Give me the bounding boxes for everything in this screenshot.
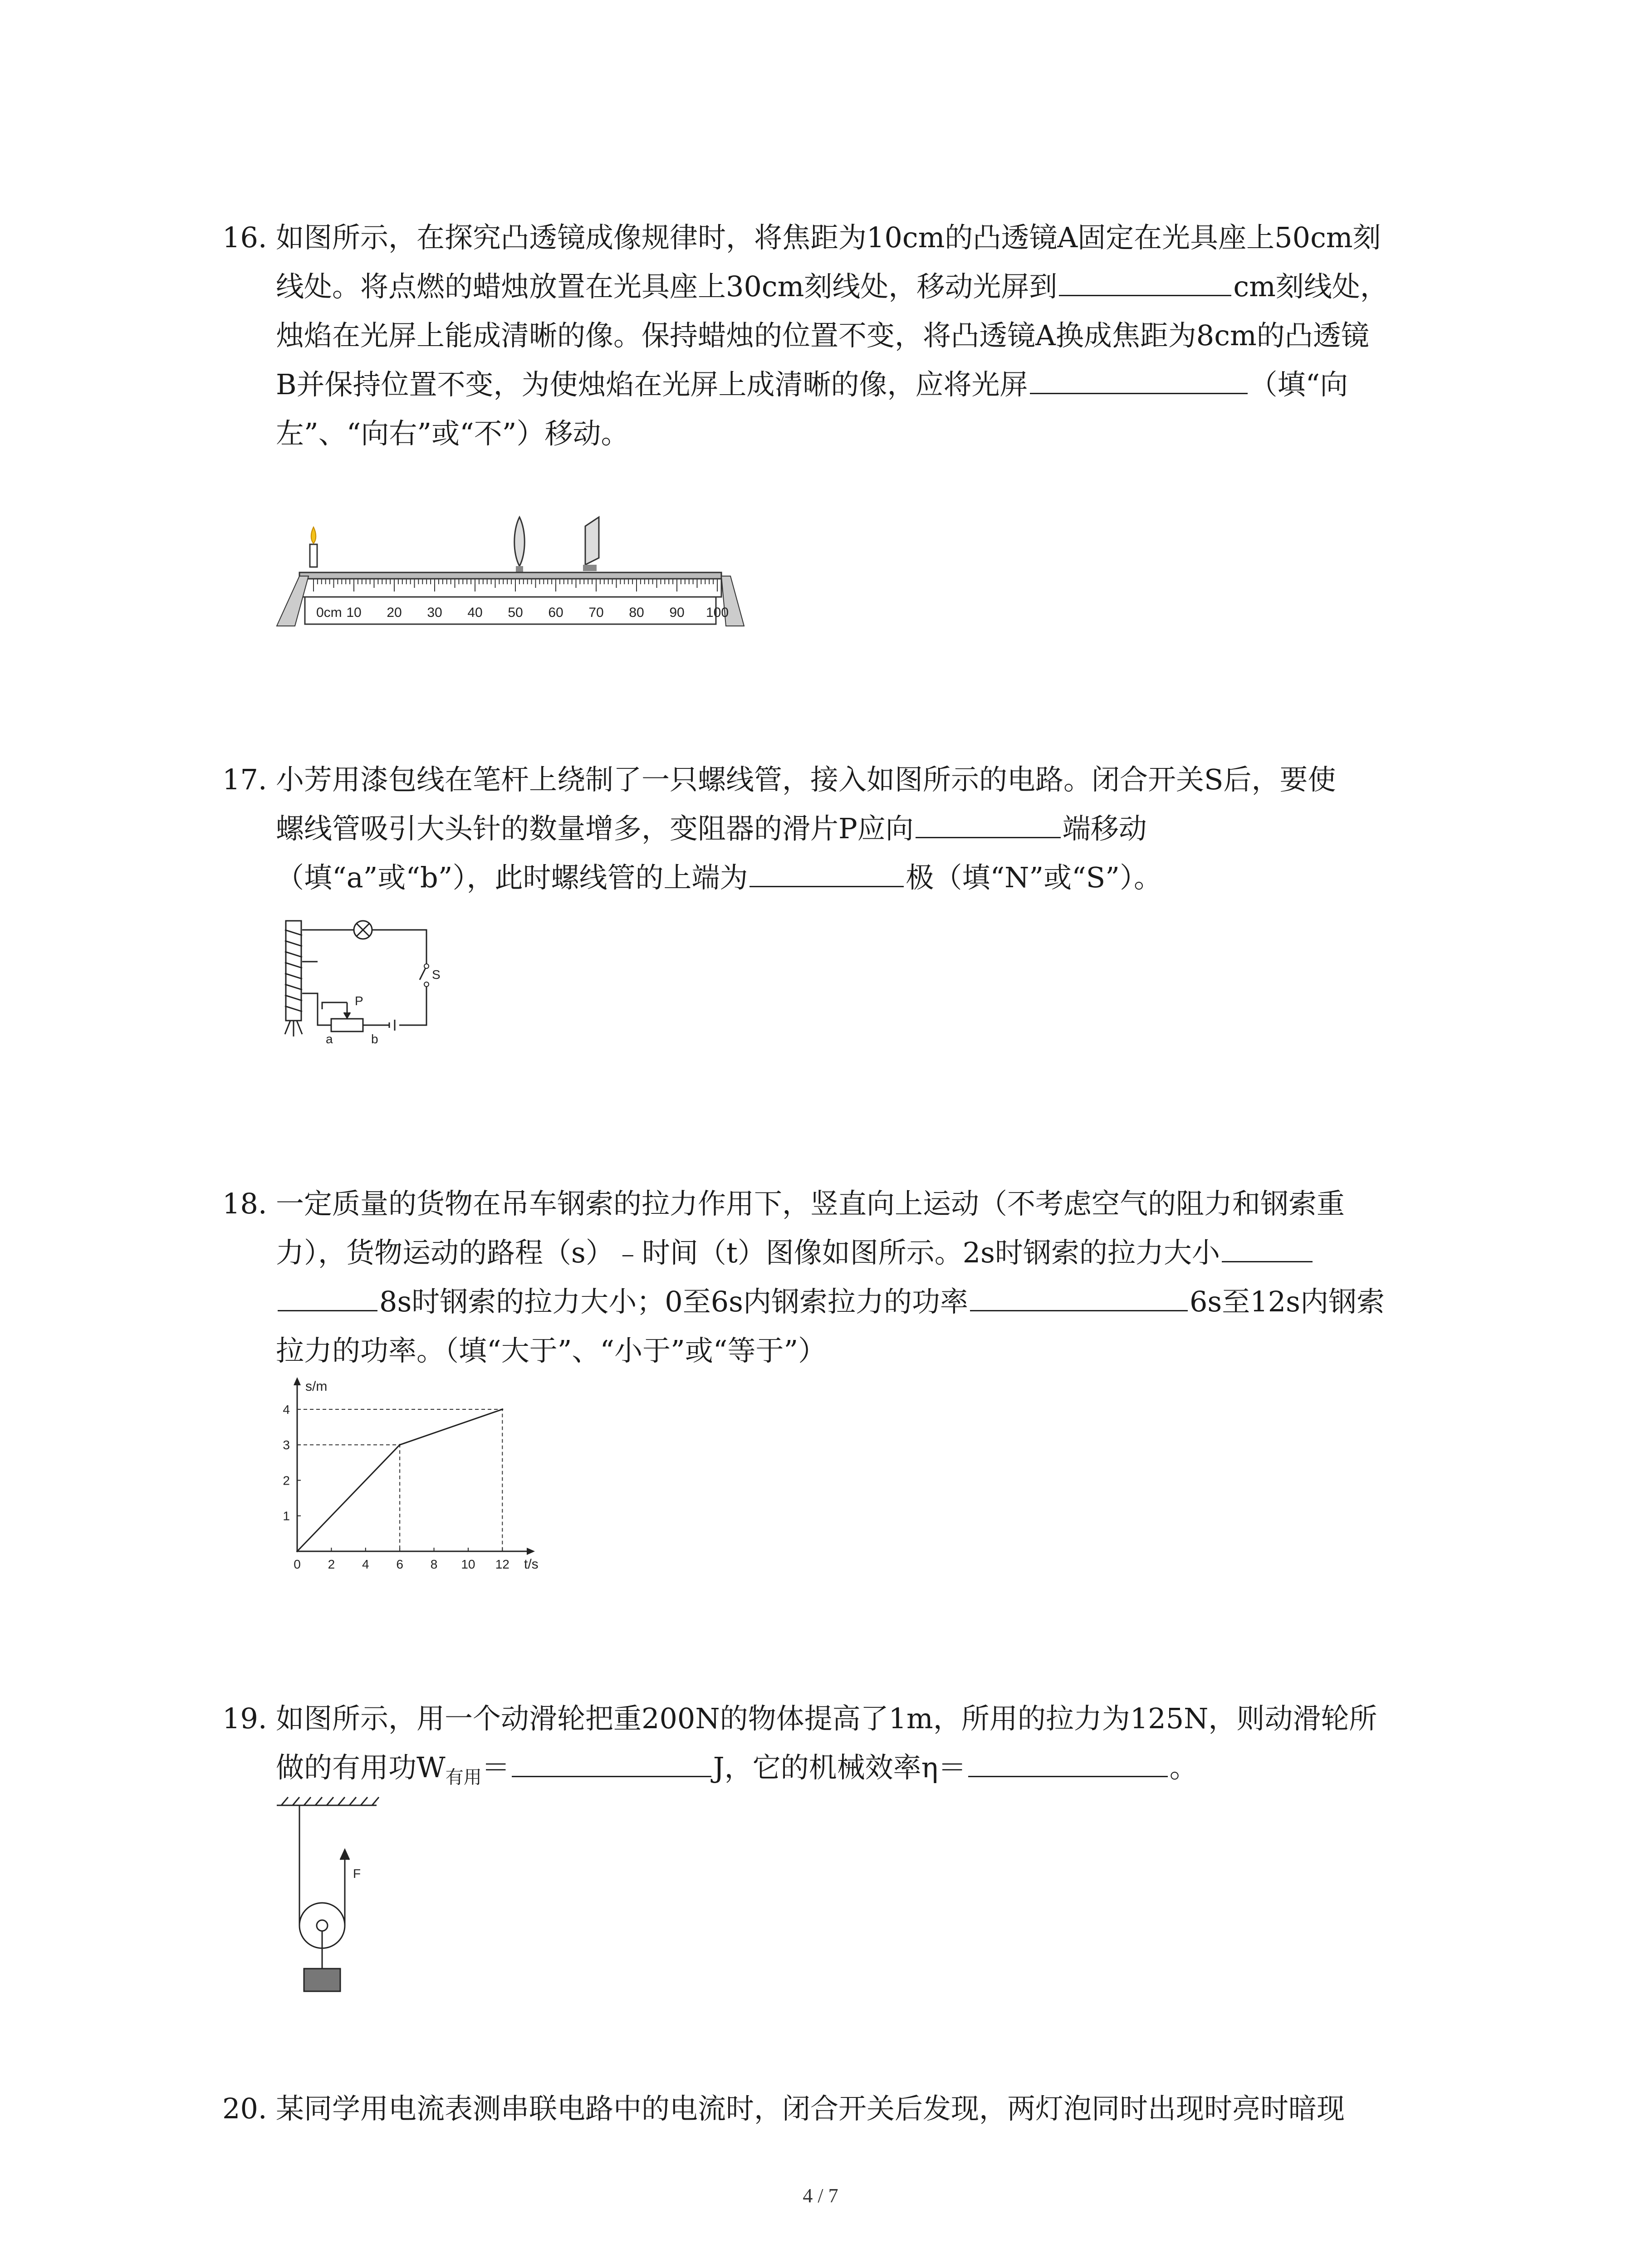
force-label: F bbox=[353, 1867, 361, 1881]
y-tick-label: 4 bbox=[283, 1402, 290, 1417]
ruler-tick-label: 60 bbox=[548, 605, 563, 620]
optical-bench-figure bbox=[272, 508, 749, 640]
x-tick-label: 12 bbox=[495, 1557, 509, 1571]
slider-label-p: P bbox=[355, 994, 363, 1008]
data-point bbox=[399, 1444, 401, 1446]
y-tick-label: 2 bbox=[283, 1473, 290, 1488]
question-number: 16. bbox=[222, 221, 267, 254]
answer-blank[interactable] bbox=[749, 858, 904, 887]
ruler-tick-label: 100 bbox=[705, 605, 729, 620]
solenoid-circuit-figure bbox=[272, 912, 454, 1048]
question-text-line: 8s时钢索的拉力大小；0至6s内钢索拉力的功率 6s至12s内钢索 bbox=[222, 1277, 1447, 1326]
ruler-tick-label: 30 bbox=[427, 605, 442, 620]
data-point bbox=[501, 1408, 503, 1410]
answer-blank[interactable] bbox=[968, 1748, 1168, 1777]
question-18 bbox=[222, 1179, 1447, 1375]
x-axis-label: t/s bbox=[524, 1557, 539, 1572]
end-label-a: a bbox=[326, 1032, 333, 1046]
question-19 bbox=[222, 1694, 1447, 1802]
question-text-line: B并保持位置不变，为使烛焰在光屏上成清晰的像，应将光屏 （填“向 bbox=[222, 360, 1447, 409]
question-16 bbox=[222, 213, 1447, 458]
y-tick-label: 1 bbox=[283, 1509, 290, 1523]
question-text-line: 如图所示，用一个动滑轮把重200N的物体提高了1m，所用的拉力为125N，则动滑轮所 bbox=[276, 1702, 1377, 1735]
question-number: 17. bbox=[222, 763, 267, 796]
question-number: 18. bbox=[222, 1187, 267, 1220]
answer-blank[interactable] bbox=[278, 1282, 377, 1311]
end-label-b: b bbox=[371, 1032, 378, 1046]
ruler-tick-label: 70 bbox=[588, 605, 604, 620]
x-tick-label: 10 bbox=[461, 1557, 475, 1571]
answer-blank[interactable] bbox=[512, 1748, 711, 1777]
data-point bbox=[296, 1550, 298, 1552]
candle-icon bbox=[310, 527, 317, 567]
answer-blank[interactable] bbox=[1030, 365, 1248, 394]
ruler-tick-label: 20 bbox=[387, 605, 402, 620]
question-number: 19. bbox=[222, 1702, 267, 1735]
answer-blank[interactable] bbox=[970, 1282, 1188, 1311]
x-tick-label: 0 bbox=[294, 1557, 301, 1571]
y-tick-label: 3 bbox=[283, 1438, 290, 1452]
ruler-tick-label: 0cm bbox=[316, 605, 342, 620]
y-axis-arrow bbox=[294, 1377, 301, 1385]
movable-pulley-figure bbox=[272, 1792, 390, 1991]
switch-label-s: S bbox=[432, 968, 441, 982]
x-tick-label: 6 bbox=[396, 1557, 403, 1571]
question-text-line: 如图所示，在探究凸透镜成像规律时，将焦距为10cm的凸透镜A固定在光具座上50cm刻 bbox=[276, 221, 1381, 254]
s-t-graph bbox=[263, 1374, 539, 1574]
x-tick-label: 4 bbox=[362, 1557, 369, 1571]
page-number: 4 / 7 bbox=[803, 2185, 838, 2207]
question-text-line: 螺线管吸引大头针的数量增多，变阻器的滑片P应向 端移动 bbox=[222, 804, 1447, 853]
question-20 bbox=[222, 2084, 1447, 2133]
ruler-tick-label: 80 bbox=[629, 605, 644, 620]
x-axis-arrow bbox=[527, 1548, 535, 1555]
x-tick-label: 8 bbox=[430, 1557, 438, 1571]
ruler-tick-label: 50 bbox=[508, 605, 523, 620]
y-axis-label: s/m bbox=[305, 1379, 328, 1394]
question-text-line: 烛焰在光屏上能成清晰的像。保持蜡烛的位置不变，将凸透镜A换成焦距为8cm的凸透镜 bbox=[276, 319, 1369, 352]
ruler-tick-label: 40 bbox=[467, 605, 483, 620]
question-text-line: 拉力的功率。（填“大于”、“小于”或“等于”） bbox=[276, 1334, 827, 1367]
question-text-line: 左”、“向右”或“不”）移动。 bbox=[276, 417, 629, 450]
answer-blank[interactable] bbox=[1222, 1233, 1313, 1262]
question-text-line: 力），货物运动的路程（s）﹣时间（t）图像如图所示。2s时钢索的拉力大小 bbox=[222, 1228, 1447, 1277]
question-text-line: 小芳用漆包线在笔杆上绕制了一只螺线管，接入如图所示的电路。闭合开关S后，要使 bbox=[276, 763, 1336, 796]
question-text-line: 一定质量的货物在吊车钢索的拉力作用下，竖直向上运动（不考虑空气的阻力和钢索重 bbox=[276, 1187, 1345, 1220]
answer-blank[interactable] bbox=[916, 809, 1061, 838]
question-text-line: 做的有用功$W_{有用}= J$，它的机械效率η＝ 。 bbox=[222, 1743, 1447, 1802]
weight-block bbox=[304, 1969, 340, 1991]
question-text-line: 某同学用电流表测串联电路中的电流时，闭合开关后发现，两灯泡同时出现时亮时暗现 bbox=[276, 2092, 1345, 2125]
question-17 bbox=[222, 755, 1447, 902]
light-screen-icon bbox=[583, 517, 599, 571]
ruler-tick-label: 90 bbox=[669, 605, 685, 620]
x-tick-label: 2 bbox=[328, 1557, 335, 1571]
pins-icon bbox=[285, 1021, 302, 1036]
question-text-line: 线处。将点燃的蜡烛放置在光具座上30cm刻线处，移动光屏到 cm刻线处， bbox=[222, 262, 1447, 311]
ruler-tick-label: 10 bbox=[346, 605, 362, 620]
ruler-bench bbox=[277, 572, 744, 626]
question-text-line: （填“a”或“b”），此时螺线管的上端为 极（填“N”或“S”）。 bbox=[222, 853, 1447, 902]
convex-lens-icon bbox=[514, 517, 525, 572]
answer-blank[interactable] bbox=[1059, 267, 1231, 296]
question-number: 20. bbox=[222, 2092, 267, 2125]
